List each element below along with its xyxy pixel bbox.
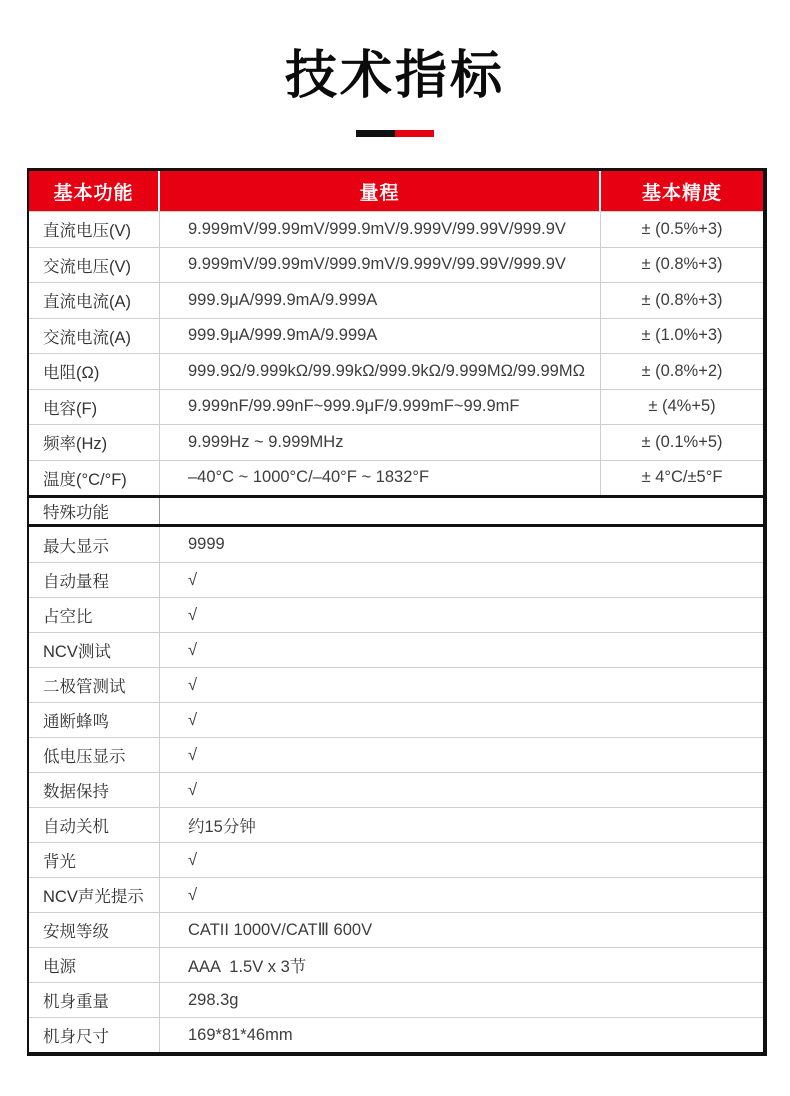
feature-row	[29, 912, 763, 947]
feature-value: √	[188, 885, 198, 904]
row-accuracy: ± (0.5%+3)	[641, 219, 723, 238]
feature-row	[29, 842, 763, 877]
feature-row	[29, 807, 763, 842]
section-value	[160, 498, 763, 524]
feature-value: √	[188, 640, 198, 659]
feature-value: 169*81*46mm	[188, 1025, 293, 1044]
feature-value: 298.3g	[188, 990, 239, 1009]
feature-label: 背光	[29, 843, 160, 877]
row-label: 直流电压(V)	[29, 212, 160, 247]
feature-label: 安规等级	[29, 913, 160, 947]
title-divider-black	[356, 130, 395, 137]
row-range: 999.9μA/999.9mA/9.999A	[160, 319, 601, 354]
feature-value: √	[188, 605, 198, 624]
section-row-special-functions	[29, 495, 763, 527]
feature-value: √	[188, 850, 198, 869]
header-basic-function: 基本功能	[29, 171, 160, 211]
feature-row	[29, 877, 763, 912]
feature-value: 9999	[188, 535, 225, 554]
row-label: 电阻(Ω)	[29, 354, 160, 389]
feature-label: 通断蜂鸣	[29, 703, 160, 737]
table-row	[29, 424, 763, 460]
row-range: 9.999nF/99.99nF~999.9μF/9.999mF~99.9mF	[160, 390, 601, 425]
feature-row	[29, 1017, 763, 1052]
feature-row	[29, 597, 763, 632]
row-range: 9.999mV/99.99mV/999.9mV/9.999V/99.99V/999.9V	[160, 248, 601, 283]
feature-row	[29, 947, 763, 982]
row-label: 频率(Hz)	[29, 425, 160, 460]
row-accuracy: ± (0.1%+5)	[641, 432, 723, 451]
feature-label: 电源	[29, 948, 160, 982]
feature-label: NCV测试	[29, 633, 160, 667]
feature-label: 机身尺寸	[29, 1018, 160, 1052]
feature-value: √	[188, 675, 198, 694]
feature-row	[29, 527, 763, 562]
row-accuracy: ± (0.8%+3)	[641, 255, 723, 274]
table-row	[29, 247, 763, 283]
feature-row	[29, 737, 763, 772]
feature-value: CATII 1000V/CATⅢ 600V	[188, 921, 373, 940]
table-row	[29, 211, 763, 247]
title-divider	[356, 130, 434, 137]
row-range: 999.9μA/999.9mA/9.999A	[160, 283, 601, 318]
table-row	[29, 460, 763, 496]
title-section	[0, 0, 790, 137]
feature-row	[29, 632, 763, 667]
feature-label: 数据保持	[29, 773, 160, 807]
header-accuracy: 基本精度	[641, 182, 722, 204]
row-label: 交流电流(A)	[29, 319, 160, 354]
row-label: 直流电流(A)	[29, 283, 160, 318]
table-row	[29, 282, 763, 318]
feature-row	[29, 667, 763, 702]
row-accuracy: ± (0.8%+3)	[641, 290, 723, 309]
feature-label: 自动量程	[29, 563, 160, 597]
feature-row	[29, 702, 763, 737]
row-accuracy: ± (0.8%+2)	[641, 361, 723, 380]
row-label: 交流电压(V)	[29, 248, 160, 283]
feature-value: √	[188, 570, 198, 589]
feature-row	[29, 982, 763, 1017]
table-header-row	[29, 171, 763, 211]
row-range: 9.999Hz ~ 9.999MHz	[160, 425, 601, 460]
row-accuracy: ± (4%+5)	[648, 397, 716, 416]
feature-row	[29, 562, 763, 597]
table-row	[29, 353, 763, 389]
row-label: 电容(F)	[29, 390, 160, 425]
feature-label: 占空比	[29, 598, 160, 632]
feature-value: √	[188, 780, 198, 799]
feature-label: 自动关机	[29, 808, 160, 842]
row-range: –40°C ~ 1000°C/–40°F ~ 1832°F	[160, 461, 601, 496]
feature-value: AAA 1.5V x 3节	[188, 958, 307, 977]
row-label: 温度(°C/°F)	[29, 461, 160, 496]
spec-table	[27, 168, 767, 1056]
feature-row	[29, 772, 763, 807]
table-row	[29, 389, 763, 425]
row-accuracy: ± (1.0%+3)	[641, 326, 723, 345]
feature-value: 约15分钟	[188, 818, 256, 837]
title-divider-red	[395, 130, 434, 137]
table-row	[29, 318, 763, 354]
feature-label: NCV声光提示	[29, 878, 160, 912]
row-range: 9.999mV/99.99mV/999.9mV/9.999V/99.99V/999.9V	[160, 212, 601, 247]
feature-label: 二极管测试	[29, 668, 160, 702]
row-accuracy: ± 4°C/±5°F	[641, 468, 723, 487]
feature-label: 机身重量	[29, 983, 160, 1017]
section-label: 特殊功能	[29, 498, 160, 524]
feature-label: 最大显示	[29, 527, 160, 562]
feature-value: √	[188, 710, 198, 729]
row-range: 999.9Ω/9.999kΩ/99.99kΩ/999.9kΩ/9.999MΩ/99.99MΩ	[160, 354, 601, 389]
feature-label: 低电压显示	[29, 738, 160, 772]
feature-value: √	[188, 745, 198, 764]
header-range: 量程	[160, 171, 601, 211]
page-title: 技术指标	[284, 47, 505, 105]
